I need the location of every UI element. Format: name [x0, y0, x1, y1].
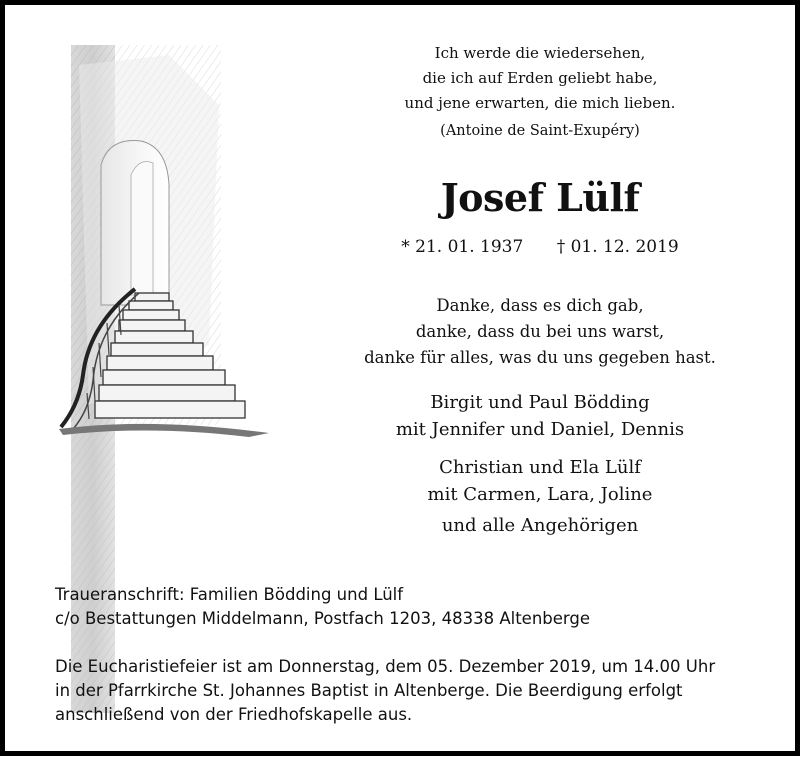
quote-block	[295, 41, 785, 116]
address-line: c/o Bestattungen Middelmann, Postfach 1203, 48338 Altenberge	[55, 609, 591, 628]
deceased-name: Josef Lülf	[440, 175, 640, 220]
service-line: in der Pfarrkirche St. Johannes Baptist in Altenberge. Die Beerdigung erfolgt	[55, 681, 683, 700]
thanks-block	[295, 293, 785, 371]
birth-date: * 21. 01. 1937	[401, 237, 524, 257]
death-date: † 01. 12. 2019	[556, 237, 679, 257]
family-line: mit Carmen, Lara, Joline	[427, 484, 653, 505]
service-line: Die Eucharistiefeier ist am Donnerstag, dem 05. Dezember 2019, um 14.00 Uhr	[55, 657, 716, 676]
service-line: anschließend von der Friedhofskapelle aus.	[55, 705, 413, 724]
staircase-illustration-icon	[49, 45, 279, 761]
quote-line: Ich werde die wiedersehen,	[434, 44, 646, 62]
thanks-line: Danke, dass es dich gab,	[436, 296, 644, 315]
family-line: Christian und Ela Lülf	[439, 457, 641, 478]
family-line: mit Jennifer und Daniel, Dennis	[395, 419, 685, 440]
family-all-relatives: und alle Angehörigen	[441, 515, 639, 536]
mourning-address	[55, 583, 775, 631]
family-line: Birgit und Paul Bödding	[430, 392, 650, 413]
quote-line: und jene erwarten, die mich lieben.	[404, 94, 676, 112]
family-group-boedding	[295, 389, 785, 443]
address-line: Traueranschrift: Familien Bödding und Lülf	[55, 585, 404, 604]
quote-line: die ich auf Erden geliebt habe,	[422, 69, 658, 87]
service-info	[55, 655, 775, 727]
life-dates	[295, 237, 785, 257]
thanks-line: danke, dass du bei uns warst,	[415, 322, 665, 341]
family-group-luelf	[295, 454, 785, 508]
thanks-line: danke für alles, was du uns gegeben hast.	[364, 348, 716, 367]
quote-source: (Antoine de Saint-Exupéry)	[440, 123, 640, 139]
